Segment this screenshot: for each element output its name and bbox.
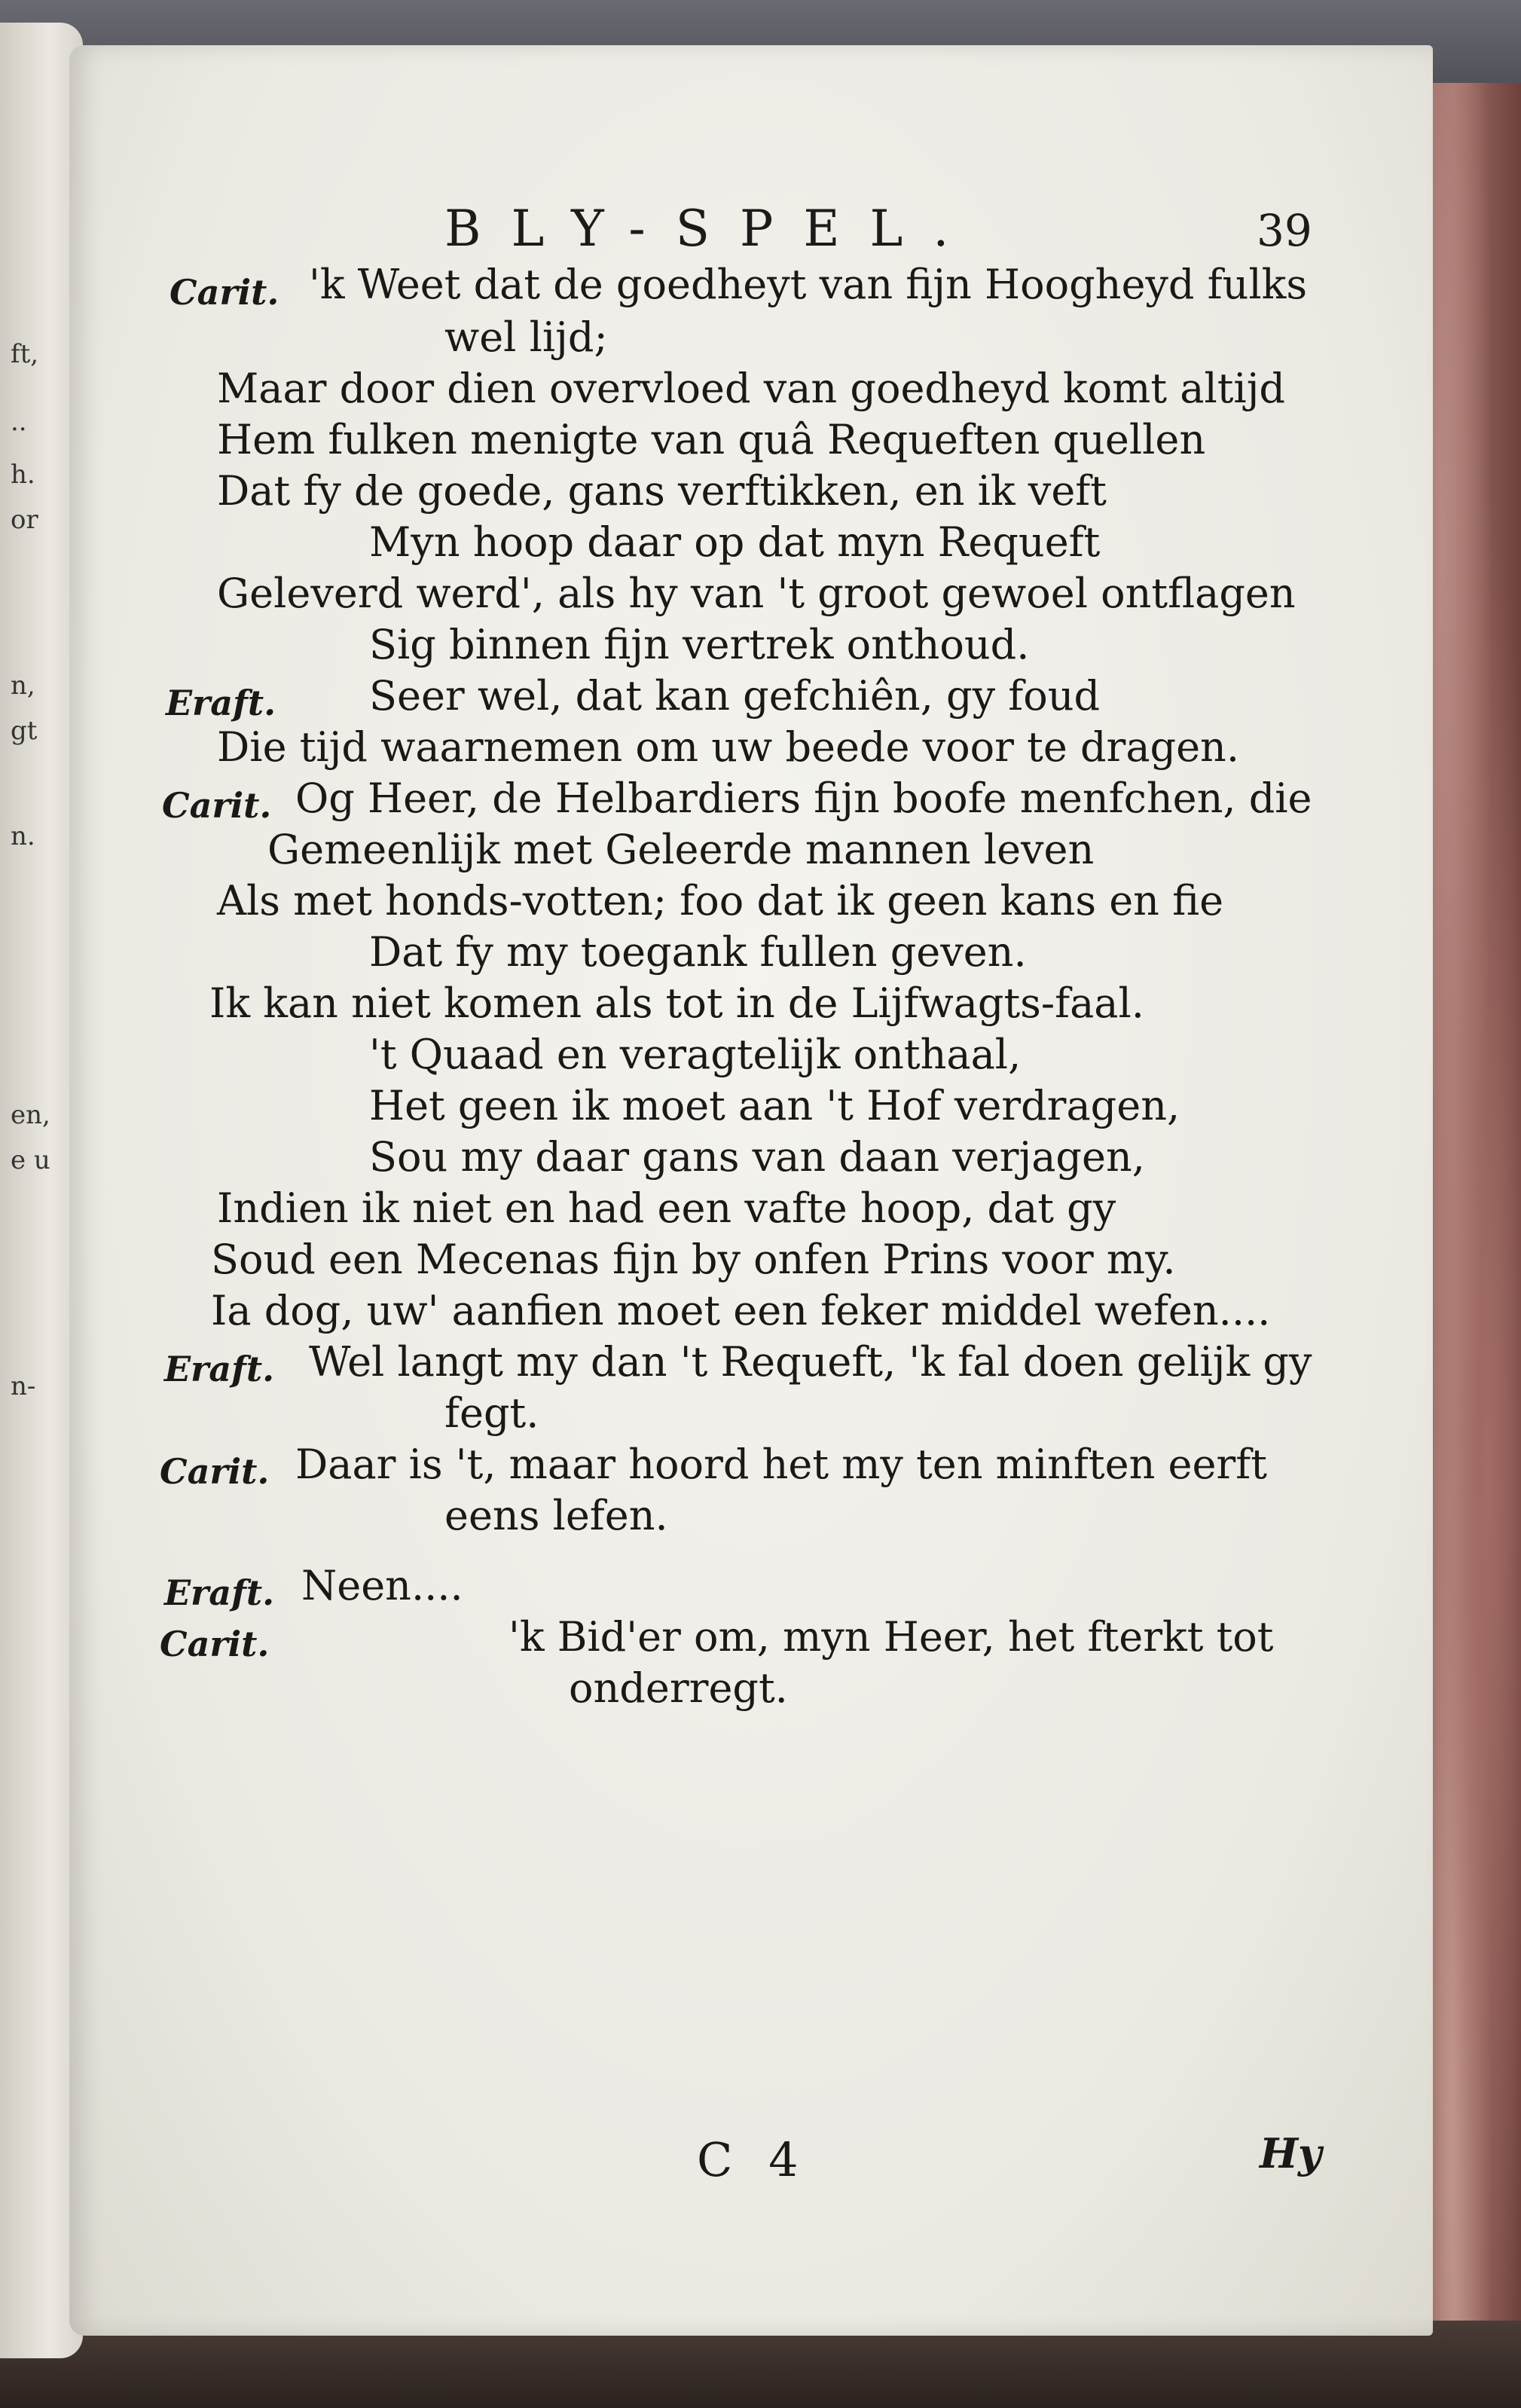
verse-line: Indien ik niet en had een vafte hoop, dat gy [217,1184,1116,1232]
verse-line: onderregt. [569,1664,788,1712]
speaker-label: Carit. [160,1451,270,1492]
facing-page-fragment: n, [11,671,35,701]
page-number: 39 [1257,205,1312,256]
verse-line: fegt. [444,1389,539,1437]
verse-line: Sig binnen fijn vertrek onthoud. [369,621,1030,668]
running-head: BLY-SPEL. [444,200,979,258]
verse-line: Sou my daar gans van daan verjagen, [369,1133,1145,1181]
facing-page-fragment: .. [11,407,27,437]
verse-line: Geleverd werd', als hy van 't groot gewoel ontflagen [217,570,1296,617]
speaker-label: Eraft. [164,1572,275,1613]
verse-line: Soud een Mecenas fijn by onfen Prins voor my. [211,1236,1176,1283]
verse-line: Dat fy de goede, gans verftikken, en ik veft [217,467,1107,515]
verse-line: Maar door dien overvloed van goedheyd komt altijd [217,365,1286,412]
speaker-label: Carit. [162,785,272,826]
verse-line: Ik kan niet komen als tot in de Lijfwagts-faal. [209,979,1144,1027]
facing-page-fragment: h. [11,460,35,490]
speaker-label: Eraft. [166,683,276,723]
catchword: Hy [1260,2129,1322,2177]
verse-line: Wel langt my dan 't Requeft, 'k fal doen gelijk gy [309,1338,1312,1386]
verse-line: Og Heer, de Helbardiers fijn boofe menfchen, die [295,775,1312,822]
verse-line: Gemeenlijk met Geleerde mannen leven [267,826,1095,873]
facing-page-fragment: e u [11,1145,50,1175]
verse-line: Daar is 't, maar hoord het my ten minften eerft [295,1441,1267,1488]
verse-line: wel lijd; [444,313,608,361]
verse-line: Myn hoop daar op dat myn Requeft [369,518,1101,566]
verse-line: 'k Weet dat de goedheyt van fijn Hoogheyd fulks [309,261,1308,308]
verse-line: Die tijd waarnemen om uw beede voor te dragen. [217,723,1239,771]
verse-line: Dat fy my toegank fullen geven. [369,928,1027,976]
facing-page-fragment: en, [11,1100,50,1130]
speaker-label: Eraft. [164,1349,275,1389]
verse-line: Het geen ik moet aan 't Hof verdragen, [369,1082,1180,1129]
verse-line: eens lefen. [444,1492,668,1539]
verse-line: 'k Bid'er om, myn Heer, het fterkt tot [509,1613,1274,1661]
speaker-label: Carit. [170,272,279,313]
signature-mark: C 4 [697,2132,809,2187]
verse-line: Als met honds-votten; foo dat ik geen kans en fie [217,877,1224,924]
speaker-label: Carit. [160,1624,270,1664]
facing-page-fragment: n- [11,1371,36,1401]
verse-line: Seer wel, dat kan gefchiên, gy foud [369,672,1101,720]
facing-page-fragment: n. [11,821,35,851]
verse-line: Ia dog, uw' aanfien moet een feker middel wefen.... [211,1287,1271,1334]
facing-page-fragment: gt [11,716,38,746]
verse-line: Neen.... [301,1562,463,1609]
verse-line: 't Quaad en veragtelijk onthaal, [369,1031,1022,1078]
verse-line: Hem fulken menigte van quâ Requeften quellen [217,416,1206,463]
facing-page-fragment: ft, [11,339,39,369]
facing-page-fragment: or [11,505,38,535]
